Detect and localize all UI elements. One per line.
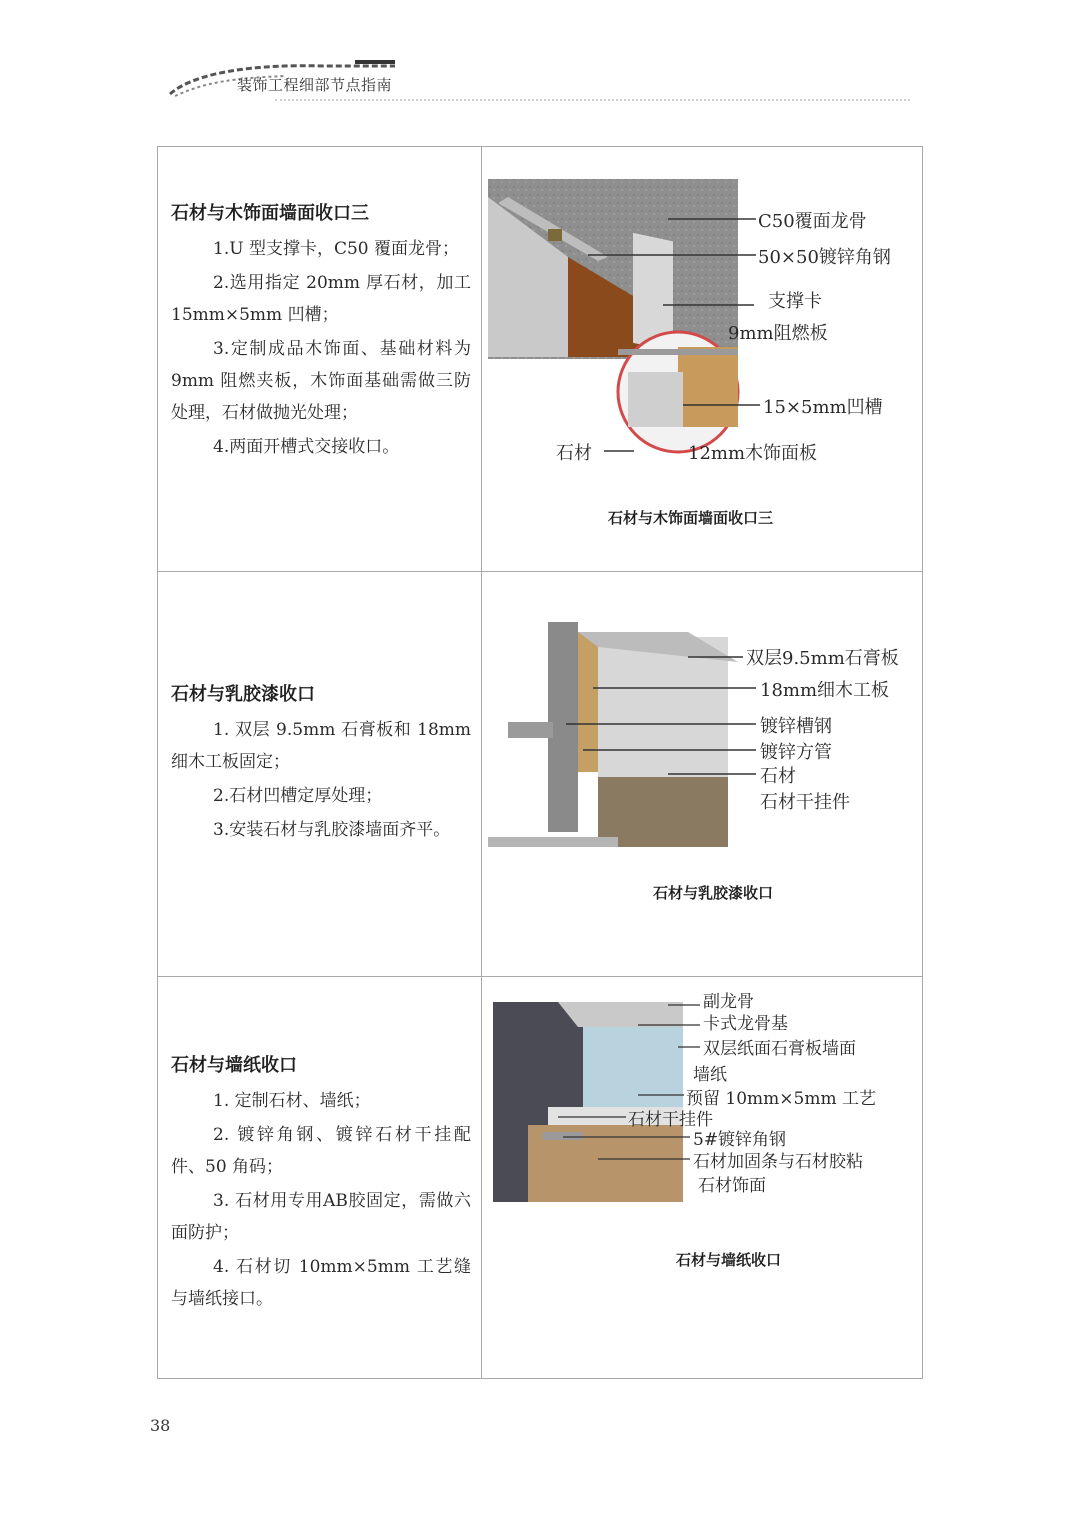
callout-label: 石材 [556,443,592,464]
column-divider [481,977,482,1379]
figure-caption: 石材与木饰面墙面收口三 [608,509,774,527]
leader-lines [488,987,918,1202]
callout-label: 镀锌槽钢 [760,716,832,737]
step-item: 2.石材凹槽定厚处理； [213,786,383,806]
step-item: 2.选用指定 20mm 厚石材，加工 15mm×5mm 凹槽； [171,273,471,325]
content-table [157,146,923,1379]
header-rule [275,99,910,101]
callout-label: 石材干挂件 [628,1110,713,1130]
step-item: 1. 定制石材、墙纸； [213,1091,371,1111]
leader-lines [488,177,918,477]
callout-label: 9mm阻燃板 [728,323,828,344]
column-divider [481,147,482,571]
leader-lines [488,602,918,847]
step-item: 1.U 型支撑卡，C50 覆面龙骨； [213,239,459,259]
figure-wallpaper-stone [488,987,918,1372]
callout-label: 墙纸 [693,1065,727,1085]
callout-label: 支撑卡 [768,291,822,312]
callout-label: 预留 10mm×5mm 工艺 [686,1089,876,1109]
callout-label: 卡式龙骨基 [703,1014,788,1034]
step-item: 3. 石材用专用AB胶固定，需做六面防护； [171,1191,471,1243]
row-title: 石材与墙纸收口 [171,1055,297,1076]
step-item: 4.两面开槽式交接收口。 [213,437,400,457]
callout-label: 12mm木饰面板 [688,443,818,464]
figure-caption: 石材与乳胶漆收口 [653,884,774,902]
step-item: 2. 镀锌角钢、镀锌石材干挂配件、50 角码； [171,1125,471,1177]
step-item: 1. 双层 9.5mm 石膏板和 18mm 细木工板固定； [171,720,471,772]
callout-label: 石材饰面 [698,1176,766,1196]
step-item: 4. 石材切 10mm×5mm 工艺缝与墙纸接口。 [171,1257,471,1309]
callout-label: 石材干挂件 [760,792,850,813]
row-text [171,199,471,465]
row-text [171,1051,471,1317]
table-row [158,977,922,1379]
callout-label: 双层9.5mm石膏板 [746,648,899,669]
callout-label: 石材 [760,766,796,787]
step-item: 3.定制成品木饰面、基础材料为 9mm 阻燃夹板，木饰面基础需做三防处理，石材做抛光处理； [171,339,471,423]
callout-label: 石材加固条与石材胶粘 [693,1152,863,1172]
callout-label: 15×5mm凹槽 [763,397,883,418]
header-title: 装饰工程细部节点指南 [237,76,393,94]
callout-label: 副龙骨 [703,992,754,1012]
callout-label: 双层纸面石膏板墙面 [703,1039,856,1059]
step-item: 3.安装石材与乳胶漆墙面齐平。 [213,820,451,840]
callout-label: 镀锌方管 [760,742,832,763]
page-header [165,52,925,112]
figure-caption: 石材与墙纸收口 [676,1251,782,1269]
row-title: 石材与乳胶漆收口 [171,684,315,705]
column-divider [481,572,482,976]
table-row [158,572,922,977]
callout-label: C50覆面龙骨 [758,211,867,232]
table-row [158,147,922,572]
page-number: 38 [150,1416,171,1435]
callout-label: 18mm细木工板 [760,680,890,701]
callout-label: 5#镀锌角钢 [693,1130,787,1150]
figure-latex-stone [488,602,918,972]
callout-label: 50×50镀锌角钢 [758,247,891,268]
row-text [171,680,471,848]
figure-wood-stone [488,177,918,567]
row-title: 石材与木饰面墙面收口三 [171,203,369,224]
